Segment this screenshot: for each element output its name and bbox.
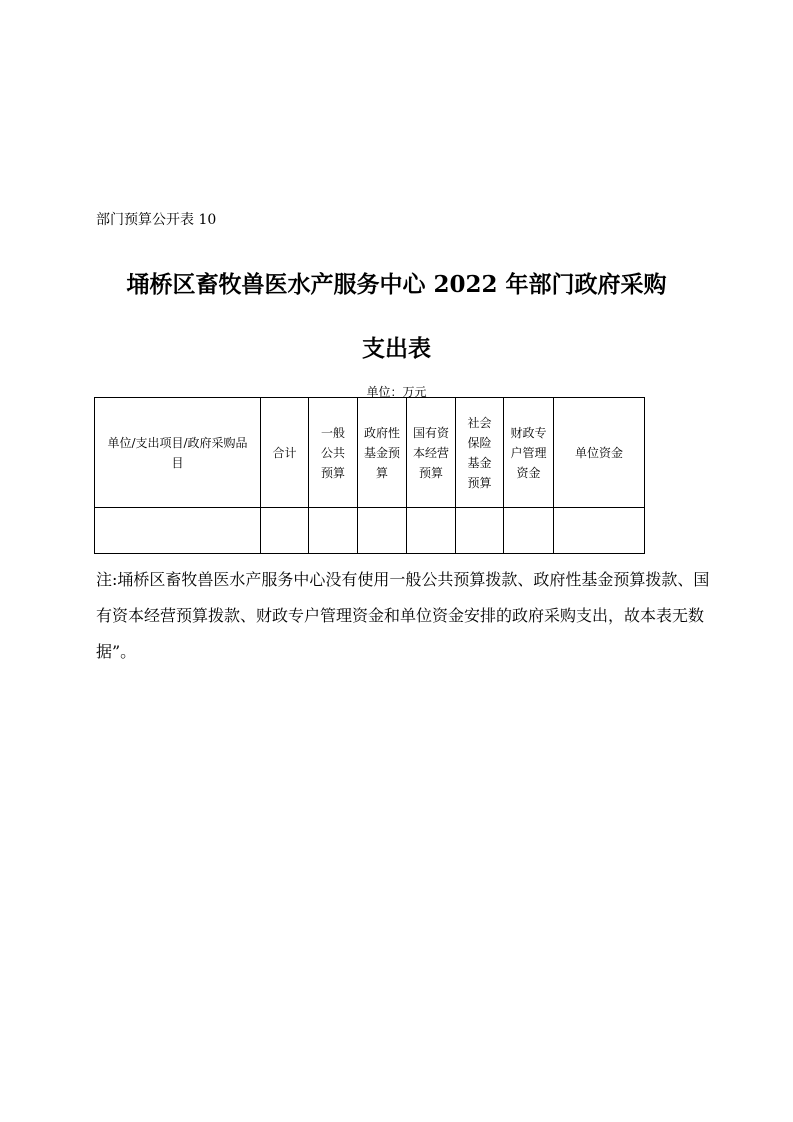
page-title-line1: 埇桥区畜牧兽医水产服务中心 2022 年部门政府采购 (126, 271, 667, 298)
header-gov-fund-budget: 政府性基金预算 (358, 398, 407, 508)
note-text: 注:埇桥区畜牧兽医水产服务中心没有使用一般公共预算拨款、政府性基金预算拨款、国有资本经营预算拨款、财政专户管理资金和单位资金安排的政府采购支出，故本表无数据”。 (96, 570, 710, 661)
header-unit-funds: 单位资金 (554, 398, 645, 508)
table-cell (504, 508, 554, 554)
table-cell (309, 508, 358, 554)
header-general-budget: 一般公共预算 (309, 398, 358, 508)
table-cell (261, 508, 309, 554)
table-cell (407, 508, 456, 554)
header-fiscal-special-account: 财政专户管理资金 (504, 398, 554, 508)
table-cell (456, 508, 504, 554)
table-cell (554, 508, 645, 554)
header-total: 合计 (261, 398, 309, 508)
header-unit-item: 单位/支出项目/政府采购品目 (95, 398, 261, 508)
table-cell (358, 508, 407, 554)
table-cell (95, 508, 261, 554)
table-row (95, 508, 645, 554)
header-state-capital-budget: 国有资本经营预算 (407, 398, 456, 508)
header-social-insurance-budget: 社会保险基金预算 (456, 398, 504, 508)
unit-label: 单位：万元 (366, 385, 427, 399)
page-title-line2: 支出表 (362, 335, 431, 362)
procurement-table (94, 397, 645, 554)
header-row (95, 398, 645, 508)
doc-label: 部门预算公开表 10 (96, 212, 217, 228)
